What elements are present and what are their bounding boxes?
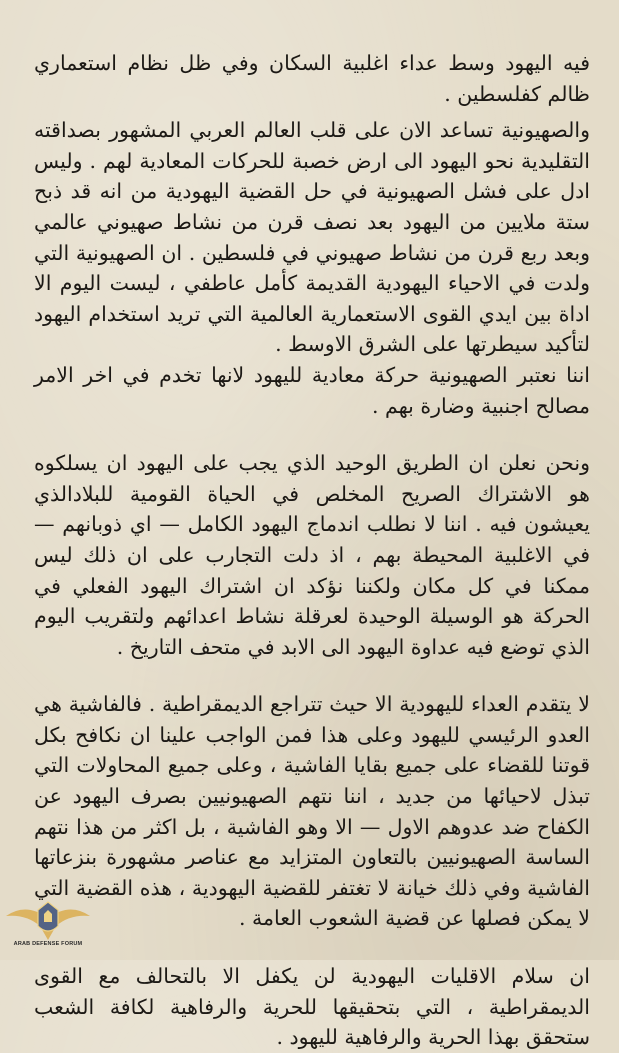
paragraph-4: ونحن نعلن ان الطريق الوحيد الذي يجب على اليهود ان يسلكوه هو الاشتراك الصريح المخلص في الحياة القومية للبلادالذي يعيشون فيه . اننا لا نطلب اندماج اليهود الكامل — اي ذوبانهم — في الاغلبية المحيطة بهم ، اذ دلت التجارب على ان ذلك ليس ممكنا في كل مكان ولكننا نؤكد ان اشتراك اليهود الفعلي في الحركة هو الوسيلة الوحيدة لعرقلة نشاط اعدائهم ولتقريب اليوم الذي توضع فيه عداوة اليهود الى الابد في متحف التاريخ . xyxy=(34,451,590,659)
paragraph-3: اننا نعتبر الصهيونية حركة معادية لليهود لانها تخدم في اخر الامر مصالح اجنبية وضارة بهم . xyxy=(34,362,590,418)
paragraph-5: لا يتقدم العداء لليهودية الا حيث تتراجع الديمقراطية . فالفاشية هي العدو الرئيسي لليهود وعلى هذا فمن الواجب علينا ان نكافح بكل قوتنا للقضاء على جميع بقايا الفاشية ، وعلى جميع المحاولات التي تبذل لاحيائها من جديد ، اننا نتهم الصهيونيين بصرف اليهود عن الكفاح ضد عدوهم الاول — الا وهو الفاشية ، بل اكثر من هذا نتهم الساسة الصهيونيين بالتعاون المتزايد مع عناصر مشهورة بنزعاتها الفاشية وفي ذلك خيانة لا تغتفر للقضية اليهودية ، هذه القضية التي لا يمكن فصلها عن قضية الشعوب العامة . xyxy=(34,692,590,931)
paragraph-2: والصهيونية تساعد الان على قلب العالم العربي المشهور بصداقته التقليدية نحو اليهود الى ارض خصبة للحركات المعادية لهم . وليس ادل على فشل الصهيونية في حل القضية اليهودية من انه قد ذبح ستة ملايين من اليهود بعد نصف قرن من نشاط صهيوني عالمي وبعد ربع قرن من نشاط صهيوني في فلسطين . ان الصهيونية التي ولدت في الاحياء اليهودية القديمة كأمل عاطفي ، ليست اليوم الا اداة بين ايدي القوى الاستعمارية العالمية التي تريد استخدام اليهود لتأكيد سيطرتها على الشرق الاوسط . xyxy=(34,118,590,357)
paragraph-1: فيه اليهود وسط عداء اغلبية السكان وفي ظل نظام استعماري ظالم كفلسطين . xyxy=(34,51,590,106)
paragraph-spacer xyxy=(34,421,590,448)
watermark-label: ARAB DEFENSE FORUM xyxy=(13,941,83,947)
paragraph-6: ان سلام الاقليات اليهودية لن يكفل الا بالتحالف مع القوى الديمقراطية ، التي بتحقيقها للحرية والرفاهية لكافة الشعب ستحقق بهذا الحرية والرفاهية لليهود . xyxy=(34,964,590,1050)
document-page xyxy=(34,48,590,1053)
paragraph-spacer xyxy=(34,934,590,961)
forum-logo-icon xyxy=(4,896,92,956)
paragraph-spacer xyxy=(34,662,590,689)
